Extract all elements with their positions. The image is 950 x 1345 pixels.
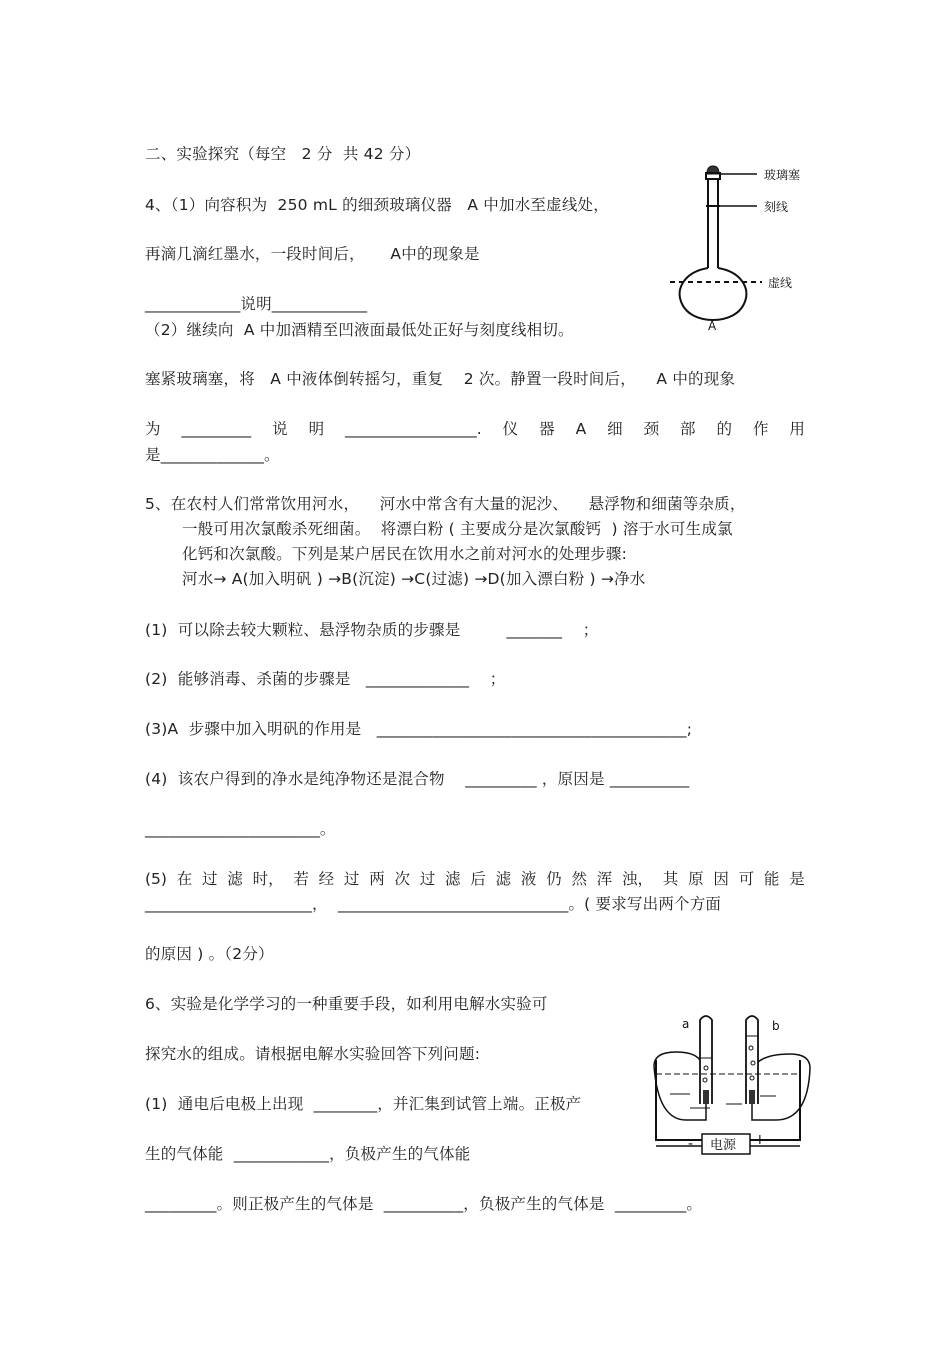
- wire-positive: [752, 1054, 810, 1120]
- q5-s5-token: 液: [520, 870, 537, 888]
- q6-line-3: (1) 通电后电极上出现 ________，并汇集到试管上端。正极产: [145, 1095, 582, 1113]
- q4-line-7: 是_____________。: [145, 446, 280, 464]
- q5-s5-token: 后: [470, 870, 486, 888]
- q4-line-3: ____________说明____________: [145, 295, 368, 313]
- q4-l6-token: A: [575, 420, 587, 438]
- q6-line-2: 探究水的组成。请根据电解水实验回答下列问题:: [145, 1045, 481, 1063]
- bubble: [703, 1078, 707, 1082]
- power-label: 电源: [710, 1138, 737, 1153]
- q5-s5-token: 浊，: [622, 870, 654, 888]
- electrode-b: [749, 1090, 755, 1104]
- q4-l6-token: _________________.: [345, 420, 482, 438]
- label-stopper: 玻璃塞: [764, 168, 801, 182]
- q5-line-3: 化钙和次氯酸。下列是某户居民在饮用水之前对河水的处理步骤:: [182, 545, 628, 563]
- q5-s5-token: 过: [202, 870, 218, 888]
- q5-s5-token: 浑: [596, 870, 613, 888]
- q5-s5-token: 两: [369, 870, 385, 888]
- q4-line-2: 再滴几滴红墨水，一段时间后， A中的现象是: [145, 245, 480, 263]
- q4-l6-token: 颈: [643, 420, 660, 438]
- q4-line-4: （2）继续向 A 中加酒精至凹液面最低处正好与刻度线相切。: [145, 321, 574, 339]
- q5-s5-token: 在: [176, 870, 193, 888]
- flask-bulb: [680, 268, 747, 320]
- q4-line-5: 塞紧玻璃塞，将 A 中液体倒转摇匀，重复 2 次。静置一段时间后， A 中的现象: [145, 370, 736, 388]
- q5-sub-5-cont: _____________________， _____________________________。( 要求写出两个方面: [145, 895, 722, 913]
- q5-process-line: 河水→ A(加入明矾 ) →B(沉淀) →C(过滤) →D(加入漂白粉 ) →净水: [182, 570, 646, 588]
- q5-s5-token: 滤: [445, 870, 461, 888]
- label-flask-a: A: [708, 319, 717, 333]
- q5-line-2: 一般可用次氯酸杀死细菌。 将漂白粉 ( 主要成分是次氯酸钙 ) 溶于水可生成氯: [182, 520, 733, 538]
- minus-sign: -: [688, 1136, 694, 1152]
- q5-sub-2: (2) 能够消毒、杀菌的步骤是 _____________ ；: [145, 670, 506, 688]
- wire-negative: [654, 1052, 706, 1120]
- water-trough: [656, 1060, 800, 1140]
- q5-s5-token: 能: [763, 870, 780, 888]
- volumetric-flask-figure: [662, 158, 812, 333]
- q5-s5-token: 若: [293, 870, 309, 888]
- label-mark: 刻线: [764, 200, 789, 214]
- q5-s5-token: 过: [343, 870, 360, 888]
- label-dashed: 虚线: [768, 276, 793, 290]
- q4-l6-token: 为: [145, 420, 161, 438]
- q4-l6-token: 说: [272, 420, 288, 438]
- q4-l6-token: 明: [308, 420, 325, 438]
- plus-sign: +: [754, 1132, 766, 1148]
- q4-l6-token: 用: [789, 420, 805, 438]
- q5-s5-token: (5): [145, 870, 167, 888]
- q4-l6-token: 器: [539, 420, 555, 438]
- q5-s5-token: 经: [318, 870, 335, 888]
- q4-line-6: [145, 419, 805, 439]
- q4-l6-token: 部: [680, 420, 696, 438]
- q4-l6-token: 的: [716, 420, 732, 438]
- q5-s5-token: 是: [789, 870, 805, 888]
- q5-sub-5: [145, 869, 805, 889]
- q5-s5-token: 然: [571, 870, 587, 888]
- q5-sub-4-cont: ______________________。: [145, 820, 336, 838]
- section-title: 二、实验探究（每空 2 分 共 42 分）: [145, 145, 421, 163]
- q4-line-1: 4、（1）向容积为 250 mL 的细颈玻璃仪器 A 中加水至虚线处，: [145, 196, 609, 214]
- q4-l6-token: 细: [607, 420, 623, 438]
- stopper-collar: [706, 173, 720, 179]
- q5-s5-token: 可: [738, 870, 755, 888]
- q5-s5-token: 时，: [252, 870, 284, 888]
- bubble: [751, 1061, 755, 1065]
- q4-l6-token: _________: [181, 420, 252, 438]
- q5-s5-token: 次: [394, 870, 410, 888]
- electrolysis-figure: [650, 1008, 815, 1158]
- bubble: [749, 1046, 753, 1050]
- q6-line-1: 6、实验是化学学习的一种重要手段，如利用电解水实验可: [145, 995, 548, 1013]
- q5-s5-token: 因: [713, 870, 729, 888]
- label-tube-b: b: [772, 1019, 780, 1033]
- q5-s5-token: 仍: [546, 870, 562, 888]
- q5-s5-token: 滤: [495, 870, 512, 888]
- q5-s5-token: 过: [419, 870, 436, 888]
- q5-sub-4: (4) 该农户得到的净水是纯净物还是混合物 _________ ，原因是 __________: [145, 770, 690, 788]
- label-tube-a: a: [682, 1017, 690, 1031]
- q5-line-1: 5、在农村人们常常饮用河水， 河水中常含有大量的泥沙、 悬浮物和细菌等杂质，: [145, 495, 746, 513]
- electrode-a: [703, 1090, 709, 1104]
- q5-sub-1: (1) 可以除去较大颗粒、悬浮物杂质的步骤是 _______ ；: [145, 621, 599, 639]
- bubble: [750, 1076, 754, 1080]
- bubble: [704, 1066, 708, 1070]
- q4-l6-token: 仪: [502, 420, 519, 438]
- q4-l6-token: 作: [752, 420, 769, 438]
- q5-s5-token: 滤: [227, 870, 243, 888]
- q6-line-5: _________。则正极产生的气体是 __________，负极产生的气体是 _________。: [145, 1195, 703, 1213]
- q5-sub-5-end: 的原因 ) 。（2分）: [145, 945, 274, 963]
- q5-s5-token: 其: [662, 870, 679, 888]
- q5-sub-3: (3)A 步骤中加入明矾的作用是 _______________________________________;: [145, 720, 693, 738]
- q6-line-4: 生的气体能 ____________，负极产生的气体能: [145, 1145, 471, 1163]
- q5-s5-token: 原: [688, 870, 704, 888]
